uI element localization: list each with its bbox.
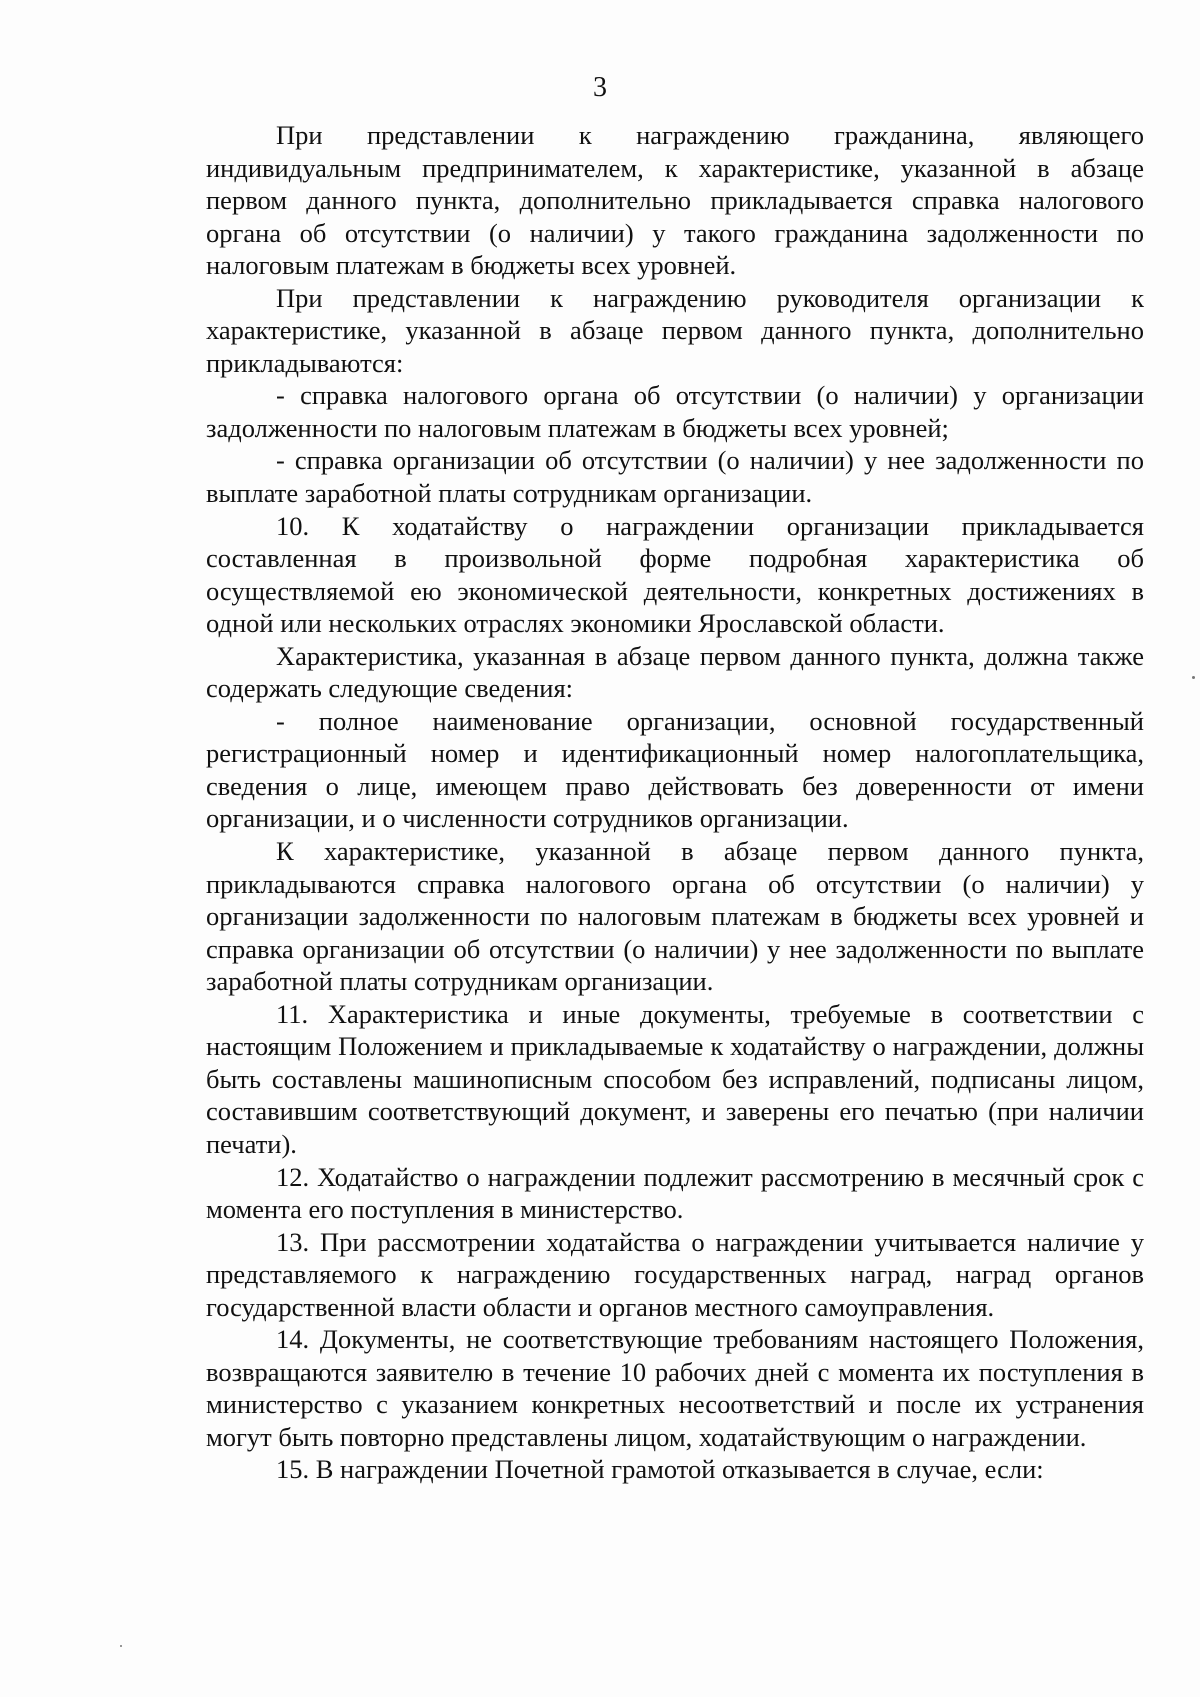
paragraph-item-10: 10. К ходатайству о награждении организации прикладывается составленная в произвольной форме подробная характеристика об осуществляемой ею экономической деятельности, конкретных достижениях в одной или нескольких отраслях экономики Ярославской области. — [206, 510, 1144, 639]
list-item-organization-details: - полное наименование организации, основной государственный регистрационный номер и идентификационный номер налогоплательщика, сведения о лице, имеющем право действовать без доверенности от имени организации, и о численности сотрудников организации. — [206, 705, 1144, 834]
paragraph-item-12: 12. Ходатайство о награждении подлежит рассмотрению в месячный срок с момента его поступления в министерство. — [206, 1161, 1144, 1225]
list-item-tax-certificate: - справка налогового органа об отсутствии (о наличии) у организации задолженности по налоговым платежам в бюджеты всех уровней; — [206, 380, 1144, 443]
list-item-salary-certificate: - справка организации об отсутствии (о наличии) у нее задолженности по выплате заработной платы сотрудникам организации. — [206, 445, 1144, 509]
paragraph-head-of-organization: При представлении к награждению руководителя организации к характеристике, указанной в абзаце первом данного пункта, дополнительно прикладываются: — [206, 282, 1144, 378]
paragraph-item-15: 15. В награждении Почетной грамотой отказывается в случае, если: — [276, 1454, 1044, 1485]
paragraph-characteristic-attachments: К характеристике, указанной в абзаце первом данного пункта, прикладываются справка налогового органа об отсутствии (о наличии) у организации задолженности по налоговым платежам в бюджеты всех уровней и справка организации об отсутствии (о наличии) у нее задолженности по выплате заработной платы сотрудникам организации. — [206, 836, 1144, 997]
paragraph-item-11: 11. Характеристика и иные документы, требуемые в соответствии с настоящим Положением и прикладываемые к ходатайству о награждении, должны быть составлены машинописным способом без исправлений, подписаны лицом, составившим соответствующий документ, и заверены его печатью (при наличии печати). — [206, 998, 1144, 1159]
scan-speck — [120, 1645, 122, 1647]
paragraph-characteristic-contents: Характеристика, указанная в абзаце первом данного пункта, должна также содержать следующие сведения: — [206, 640, 1144, 704]
page-number: 3 — [593, 72, 607, 103]
document-body — [206, 119, 1144, 1486]
scan-speck — [1192, 676, 1195, 679]
paragraph-item-13: 13. При рассмотрении ходатайства о награждении учитывается наличие у представляемого к награждению государственных наград, наград органов государственной власти области и органов местного самоуправления. — [206, 1226, 1144, 1322]
paragraph-item-14: 14. Документы, не соответствующие требованиям настоящего Положения, возвращаются заявителю в течение 10 рабочих дней с момента их поступления в министерство с указанием конкретных несоответствий и после их устранения могут быть повторно представлены лицом, ходатайствующим о награждении. — [206, 1324, 1144, 1452]
paragraph-entrepreneur-attachment: При представлении к награждению гражданина, являющего индивидуальным предпринимателем, к характеристике, указанной в абзаце первом данного пункта, дополнительно прикладывается справка налогового органа об отсутствии (о наличии) у такого гражданина задолженности по налоговым платежам в бюджеты всех уровней. — [206, 120, 1144, 281]
